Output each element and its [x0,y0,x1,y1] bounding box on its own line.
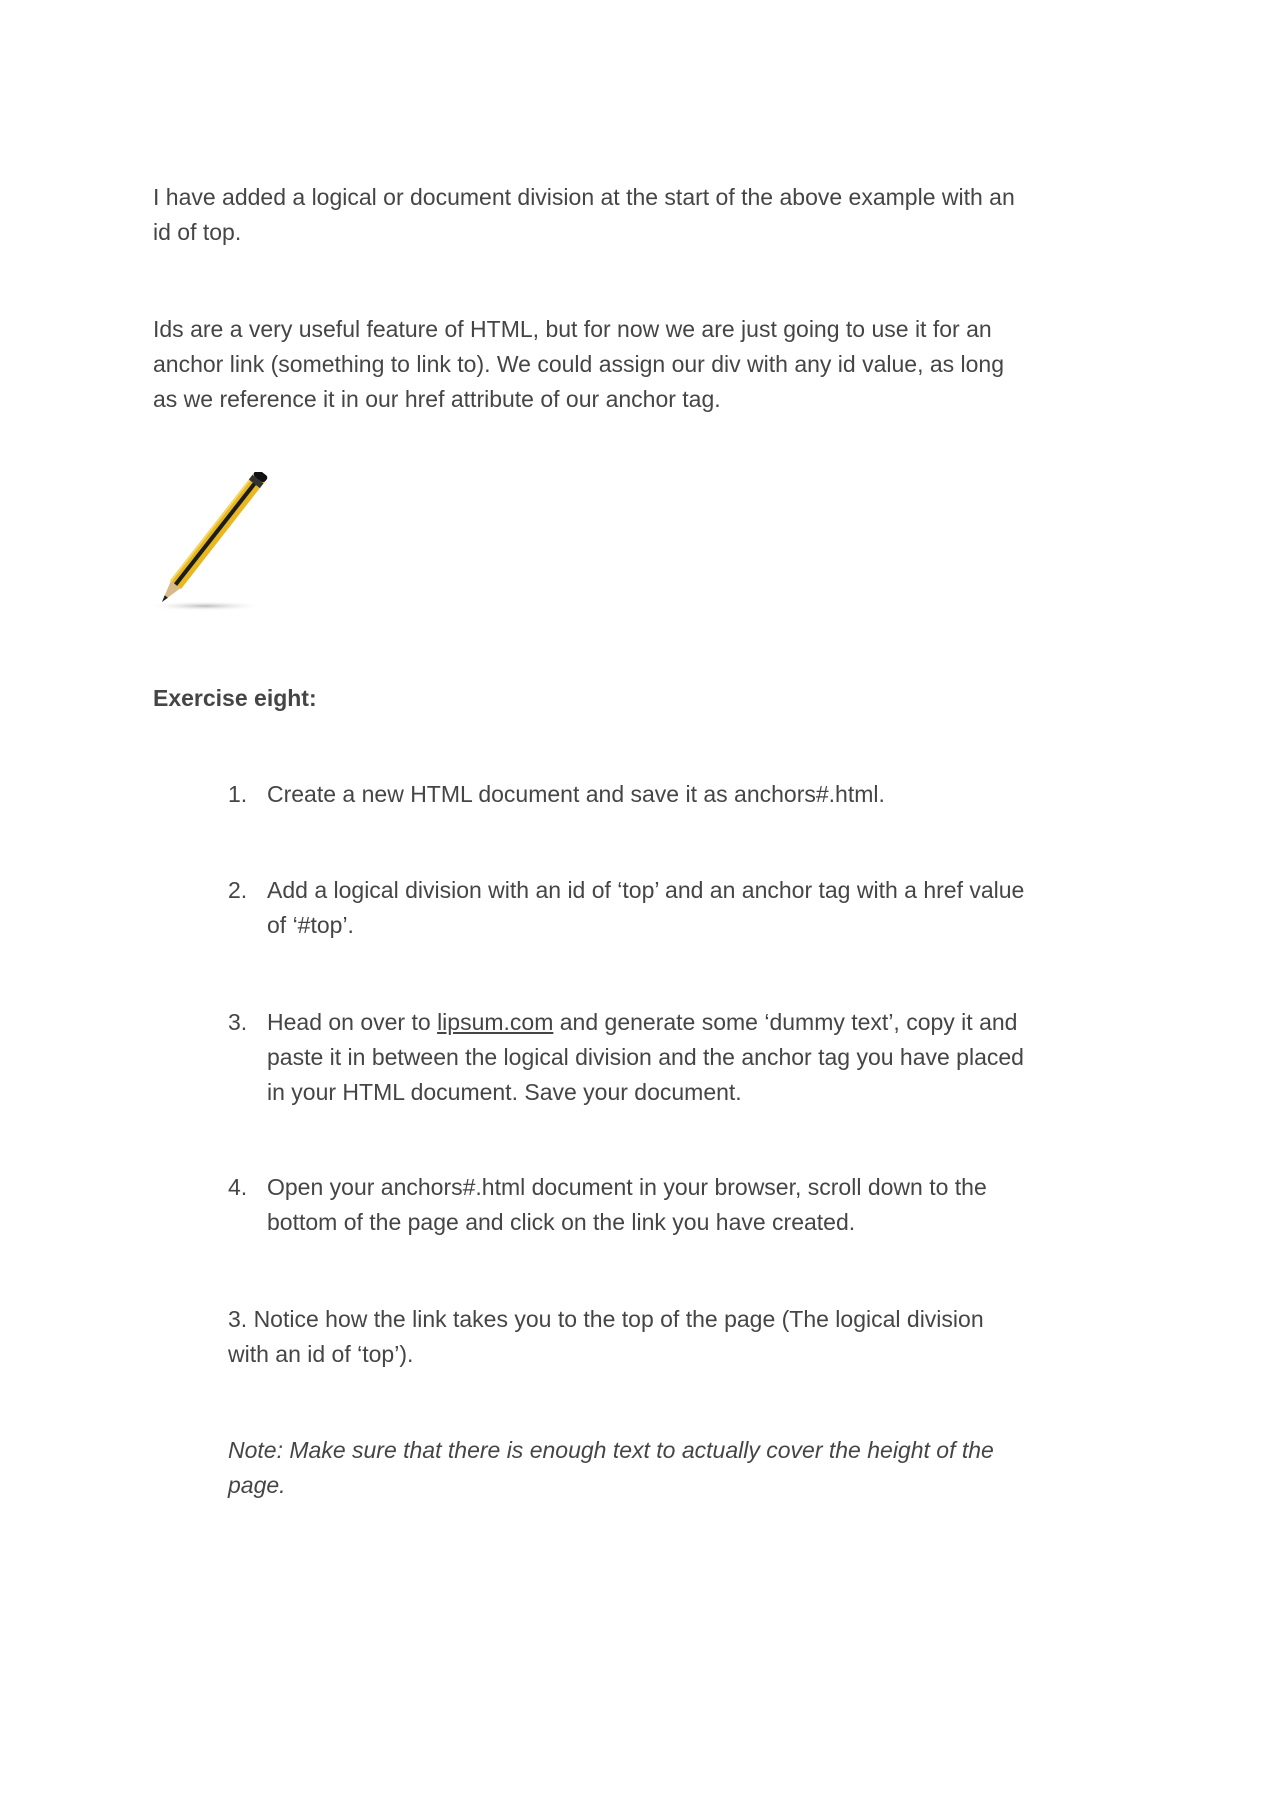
text-line: bottom of the page and click on the link you have created. [267,1209,856,1235]
list-text [267,777,885,812]
text-line: 3. Notice how the link takes you to the top of the page (The logical division [228,1306,984,1332]
note [228,1433,994,1503]
text-line: anchor link (something to link to). We could assign our div with any id value, as long [153,351,1005,377]
text-line [267,1005,1024,1040]
text-fragment: and generate some ‘dummy text’, copy it and [553,1009,1018,1035]
text-line: Create a new HTML document and save it as anchors#.html. [267,781,885,807]
text-line: Open your anchors#.html document in your browser, scroll down to the [267,1174,987,1200]
text-line: with an id of ‘top’). [228,1341,414,1367]
list-number: 1. [228,781,248,807]
list-number: 4. [228,1174,248,1200]
intro-paragraph-1 [153,180,1015,250]
intro-paragraph-2 [153,312,1004,417]
list-text [267,1170,987,1240]
text-line: of ‘#top’. [267,912,354,938]
text-line: in your HTML document. Save your document. [267,1079,742,1105]
list-text [267,873,1024,943]
lipsum-link[interactable]: lipsum.com [437,1009,554,1035]
step-notice [228,1302,984,1372]
text-line: page. [228,1472,286,1498]
text-line: Ids are a very useful feature of HTML, but for now we are just going to use it for an [153,316,992,342]
exercise-heading: Exercise eight: [153,685,317,711]
text-line: as we reference it in our href attribute of our anchor tag. [153,386,721,412]
list-number: 2. [228,877,248,903]
text-line: I have added a logical or document division at the start of the above example with an [153,184,1015,210]
list-text [267,1005,1024,1110]
text-line: Add a logical division with an id of ‘top’ and an anchor tag with a href value [267,877,1025,903]
text-line: Note: Make sure that there is enough text to actually cover the height of the [228,1437,994,1463]
text-line: id of top. [153,219,242,245]
list-number: 3. [228,1009,248,1035]
pencil-icon [150,472,290,617]
text-line: paste it in between the logical division and the anchor tag you have placed [267,1044,1024,1070]
text-fragment: Head on over to [267,1009,438,1035]
